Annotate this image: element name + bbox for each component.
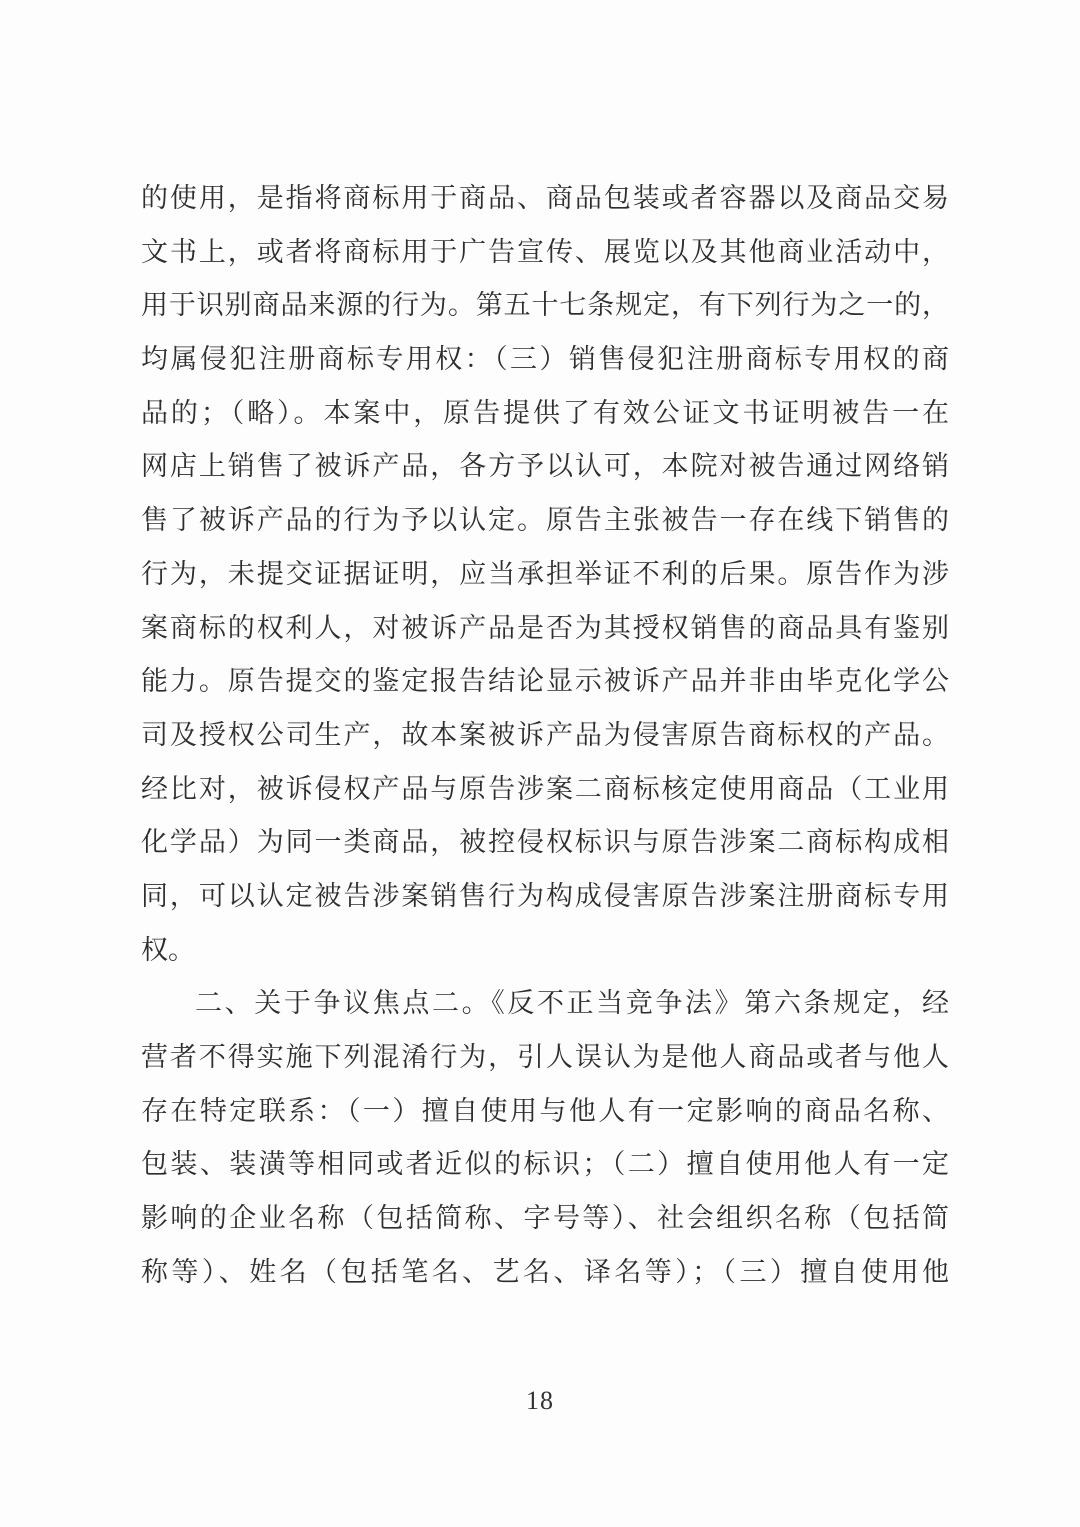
text-line-5: 品的；（略）。本案中，原告提供了有效公证文书证明被告一在 [141, 397, 949, 428]
text-line-13: 化学品）为同一类商品，被控侵权标识与原告涉案二商标构成相 [141, 827, 949, 858]
text-line-6: 网店上销售了被诉产品，各方予以认可，本院对被告通过网络销 [141, 451, 949, 482]
text-line-16: 二、关于争议焦点二。《反不正当竞争法》第六条规定，经 [195, 988, 949, 1019]
text-line-11: 司及授权公司生产，故本案被诉产品为侵害原告商标权的产品。 [141, 719, 949, 750]
body-text [141, 172, 949, 1299]
text-line-4: 均属侵犯注册商标专用权：（三）销售侵犯注册商标专用权的商 [141, 344, 949, 375]
text-line-20: 影响的企业名称（包括简称、字号等）、社会组织名称（包括简 [141, 1203, 949, 1234]
page-number: 18 [526, 1386, 554, 1415]
text-line-7: 售了被诉产品的行为予以认定。原告主张被告一存在线下销售的 [141, 505, 949, 536]
text-line-15: 权。 [141, 934, 195, 965]
text-line-3: 用于识别商品来源的行为。第五十七条规定，有下列行为之一的， [141, 290, 949, 321]
text-line-17: 营者不得实施下列混淆行为，引人误认为是他人商品或者与他人 [141, 1042, 949, 1072]
text-line-1: 的使用，是指将商标用于商品、商品包装或者容器以及商品交易 [141, 183, 949, 213]
text-line-14: 同，可以认定被告涉案销售行为构成侵害原告涉案注册商标专用 [141, 880, 949, 911]
text-line-9: 案商标的权利人，对被诉产品是否为其授权销售的商品具有鉴别 [141, 612, 949, 643]
text-line-21: 称等）、姓名（包括笔名、艺名、译名等）；（三）擅自使用他 [141, 1256, 949, 1287]
text-line-2: 文书上，或者将商标用于广告宣传、展览以及其他商业活动中， [141, 236, 949, 267]
text-line-12: 经比对，被诉侵权产品与原告涉案二商标核定使用商品（工业用 [141, 773, 949, 804]
text-line-19: 包装、装潢等相同或者近似的标识；（二）擅自使用他人有一定 [141, 1149, 949, 1180]
text-line-8: 行为，未提交证据证明，应当承担举证不利的后果。原告作为涉 [141, 558, 949, 589]
text-line-18: 存在特定联系：（一）擅自使用与他人有一定影响的商品名称、 [141, 1095, 949, 1126]
text-line-10: 能力。原告提交的鉴定报告结论显示被诉产品并非由毕克化学公 [141, 666, 949, 697]
